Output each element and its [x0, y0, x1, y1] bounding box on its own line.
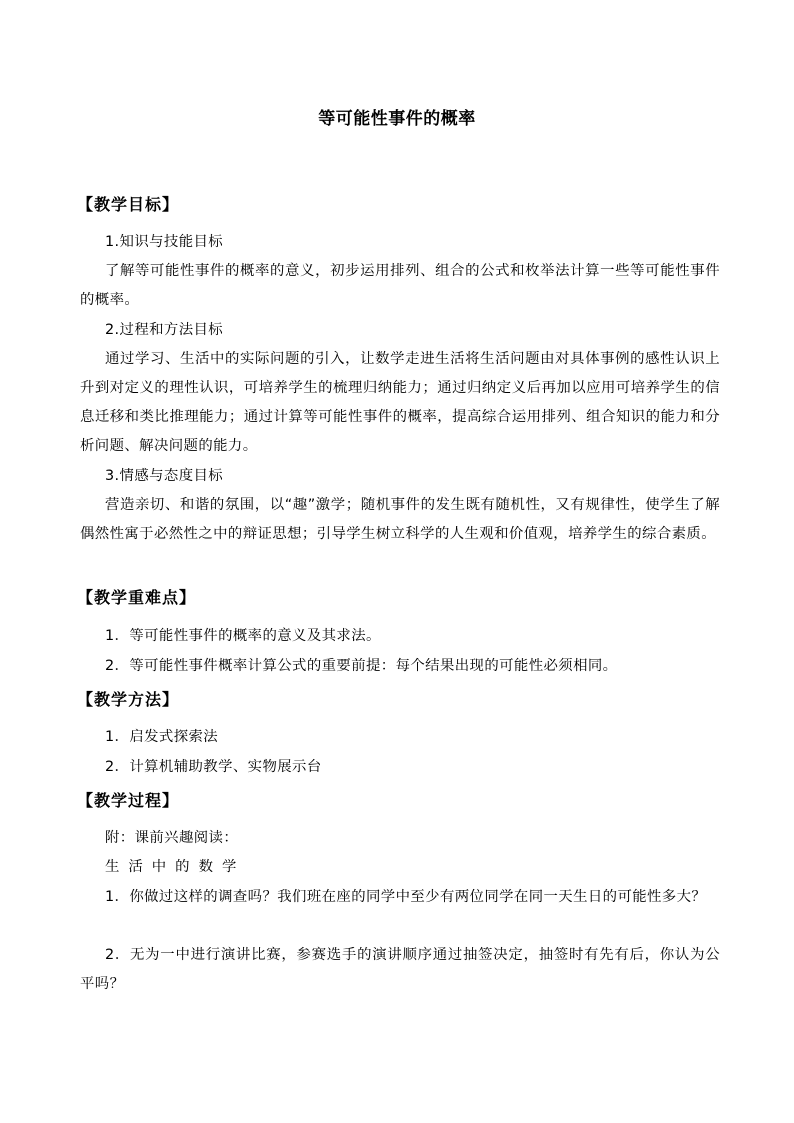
key-point-2: 2．等可能性事件概率计算公式的重要前提：每个结果出现的可能性必须相同。 [105, 658, 618, 674]
appendix-label: 附：课前兴趣阅读： [105, 830, 239, 846]
objective-1-title: 1.知识与技能目标 [105, 234, 224, 250]
objective-2-title: 2.过程和方法目标 [105, 322, 224, 338]
objective-1-text: 了解等可能性事件的概率的意义，初步运用排列、组合的公式和枚举法计算一些等可能性事件的概率。 [80, 263, 720, 308]
question-2: 2．无为一中进行演讲比赛，参赛选手的演讲顺序通过抽签决定，抽签时有先有后，你认为公平吗？ [80, 947, 720, 992]
objective-3-title: 3.情感与态度目标 [105, 468, 224, 484]
question-1: 1．你做过这样的调查吗？我们班在座的同学中至少有两位同学在同一天生日的可能性多大？ [105, 889, 707, 905]
subtitle-life-math: 生活中的数学 [105, 859, 246, 875]
heading-key-points: 【教学重难点】 [77, 588, 197, 607]
key-point-1: 1．等可能性事件的概率的意义及其求法。 [105, 628, 381, 644]
method-1: 1．启发式探索法 [105, 729, 219, 745]
objective-2-text: 通过学习、生活中的实际问题的引入，让数学走进生活将生活问题由对具体事例的感性认识上升到对定义的理性认识，可培养学生的梳理归纳能力；通过归纳定义后再加以应用可培养学生的信息迁移和类比推理能力；通过计算等可能性事件的概率，提高综合运用排列、组合知识的能力和分析问题、解决问题的能力。 [80, 351, 720, 454]
heading-objectives: 【教学目标】 [77, 195, 180, 214]
heading-methods: 【教学方法】 [77, 690, 180, 709]
document-title: 等可能性事件的概率 [318, 109, 476, 129]
heading-process: 【教学过程】 [77, 791, 180, 810]
method-2: 2．计算机辅助教学、实物展示台 [105, 759, 322, 775]
objective-3-text: 营造亲切、和谐的氛围，以“趣”激学；随机事件的发生既有随机性，又有规律性，使学生了解偶然性寓于必然性之中的辩证思想；引导学生树立科学的人生观和价值观，培养学生的综合素质。 [80, 497, 720, 542]
